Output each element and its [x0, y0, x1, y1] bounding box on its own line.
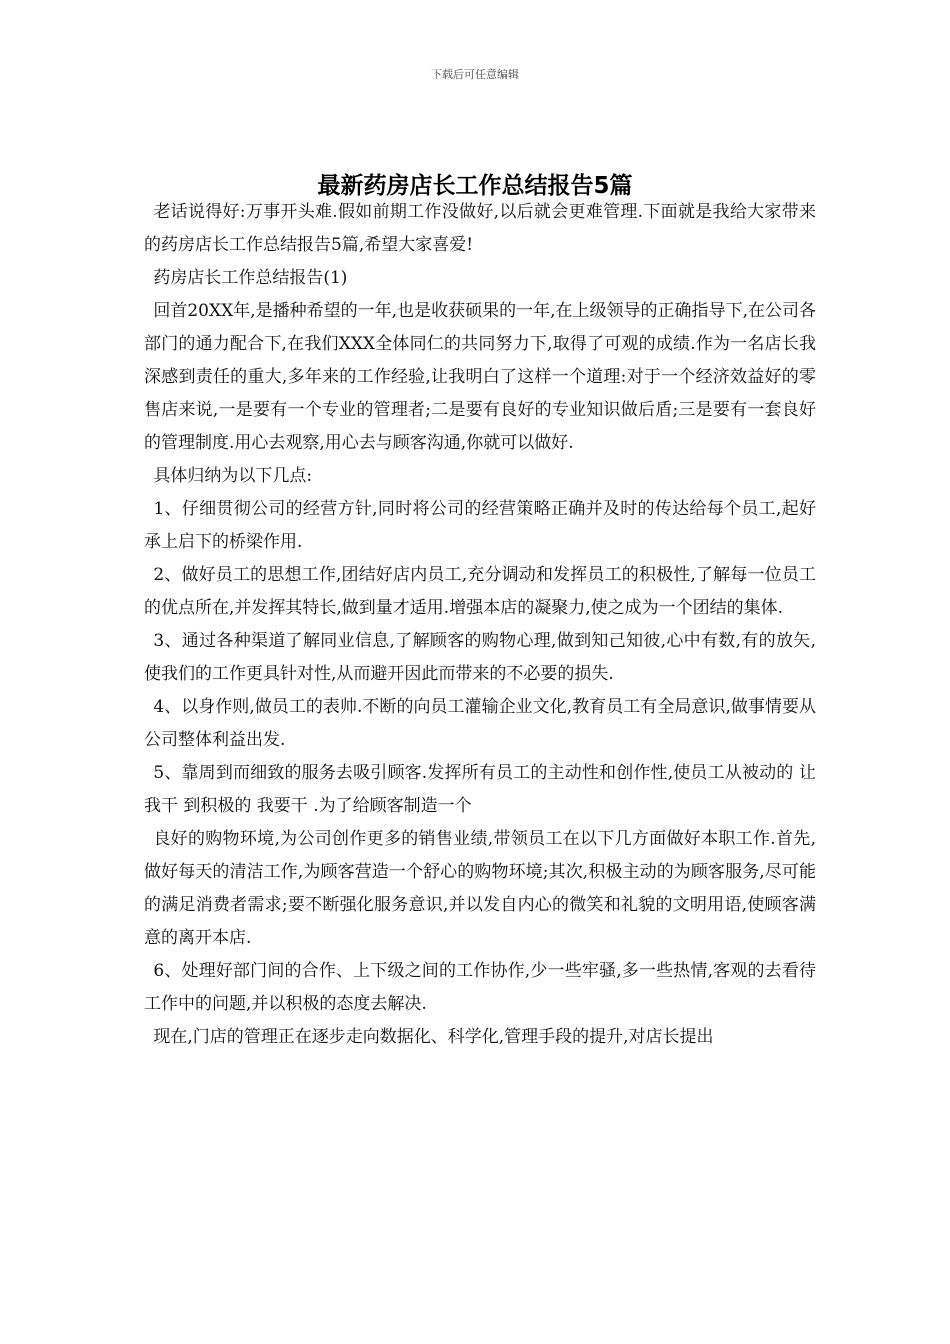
section-heading: 药房店长工作总结报告(1) [153, 268, 348, 288]
page-header-note: 下载后可任意编辑 [431, 68, 519, 81]
list-item: 2、做好员工的思想工作,团结好店内员工,充分调动和发挥员工的积极性,了解每一位员工的优点所在,并发挥其特长,做到量才适用.增强本店的凝聚力,使之成为一个团结的集体. [144, 565, 816, 618]
list-item: 6、处理好部门间的合作、上下级之间的工作协作,少一些牢骚,多一些热情,客观的去看待工作中的问题,并以积极的态度去解决. [144, 961, 816, 1014]
intro-paragraph: 老话说得好:万事开头难.假如前期工作没做好,以后就会更难管理.下面就是我给大家带来的药房店长工作总结报告5篇,希望大家喜爱! [144, 202, 816, 255]
body-paragraph: 现在,门店的管理正在逐步走向数据化、科学化,管理手段的提升,对店长提出 [153, 1027, 714, 1047]
document-title: 最新药房店长工作总结报告5篇 [317, 173, 633, 200]
body-paragraph: 良好的购物环境,为公司创作更多的销售业绩,带领员工在以下几方面做好本职工作.首先,做好每天的清洁工作,为顾客营造一个舒心的购物环境;其次,积极主动的为顾客服务,尽可能的满足消费者需求;要不断强化服务意识,并以发自内心的微笑和礼貌的文明用语,使顾客满意的离开本店. [144, 829, 816, 948]
list-item: 4、以身作则,做员工的表帅.不断的向员工灌输企业文化,教育员工有全局意识,做事情要从公司整体利益出发. [144, 697, 816, 750]
body-paragraph: 回首20XX年,是播种希望的一年,也是收获硕果的一年,在上级领导的正确指导下,在公司各部门的通力配合下,在我们XXX全体同仁的共同努力下,取得了可观的成绩.作为一名店长我深感到责任的重大,多年来的工作经验,让我明白了这样一个道理:对于一个经济效益好的零售店来说,一是要有一个专业的管理者;二是要有良好的专业知识做后盾;三是要有一套良好的管理制度.用心去观察,用心去与顾客沟通,你就可以做好. [144, 301, 816, 453]
list-intro: 具体归纳为以下几点: [153, 466, 313, 486]
list-item: 3、通过各种渠道了解同业信息,了解顾客的购物心理,做到知己知彼,心中有数,有的放矢,使我们的工作更具针对性,从而避开因此而带来的不必要的损失. [144, 631, 816, 684]
list-item: 5、靠周到而细致的服务去吸引顾客.发挥所有员工的主动性和创作性,使员工从被动的 让我干 到积极的 我要干 .为了给顾客制造一个 [144, 763, 816, 816]
document-body [144, 196, 816, 1054]
list-item: 1、仔细贯彻公司的经营方针,同时将公司的经营策略正确并及时的传达给每个员工,起好承上启下的桥梁作用. [144, 499, 816, 552]
